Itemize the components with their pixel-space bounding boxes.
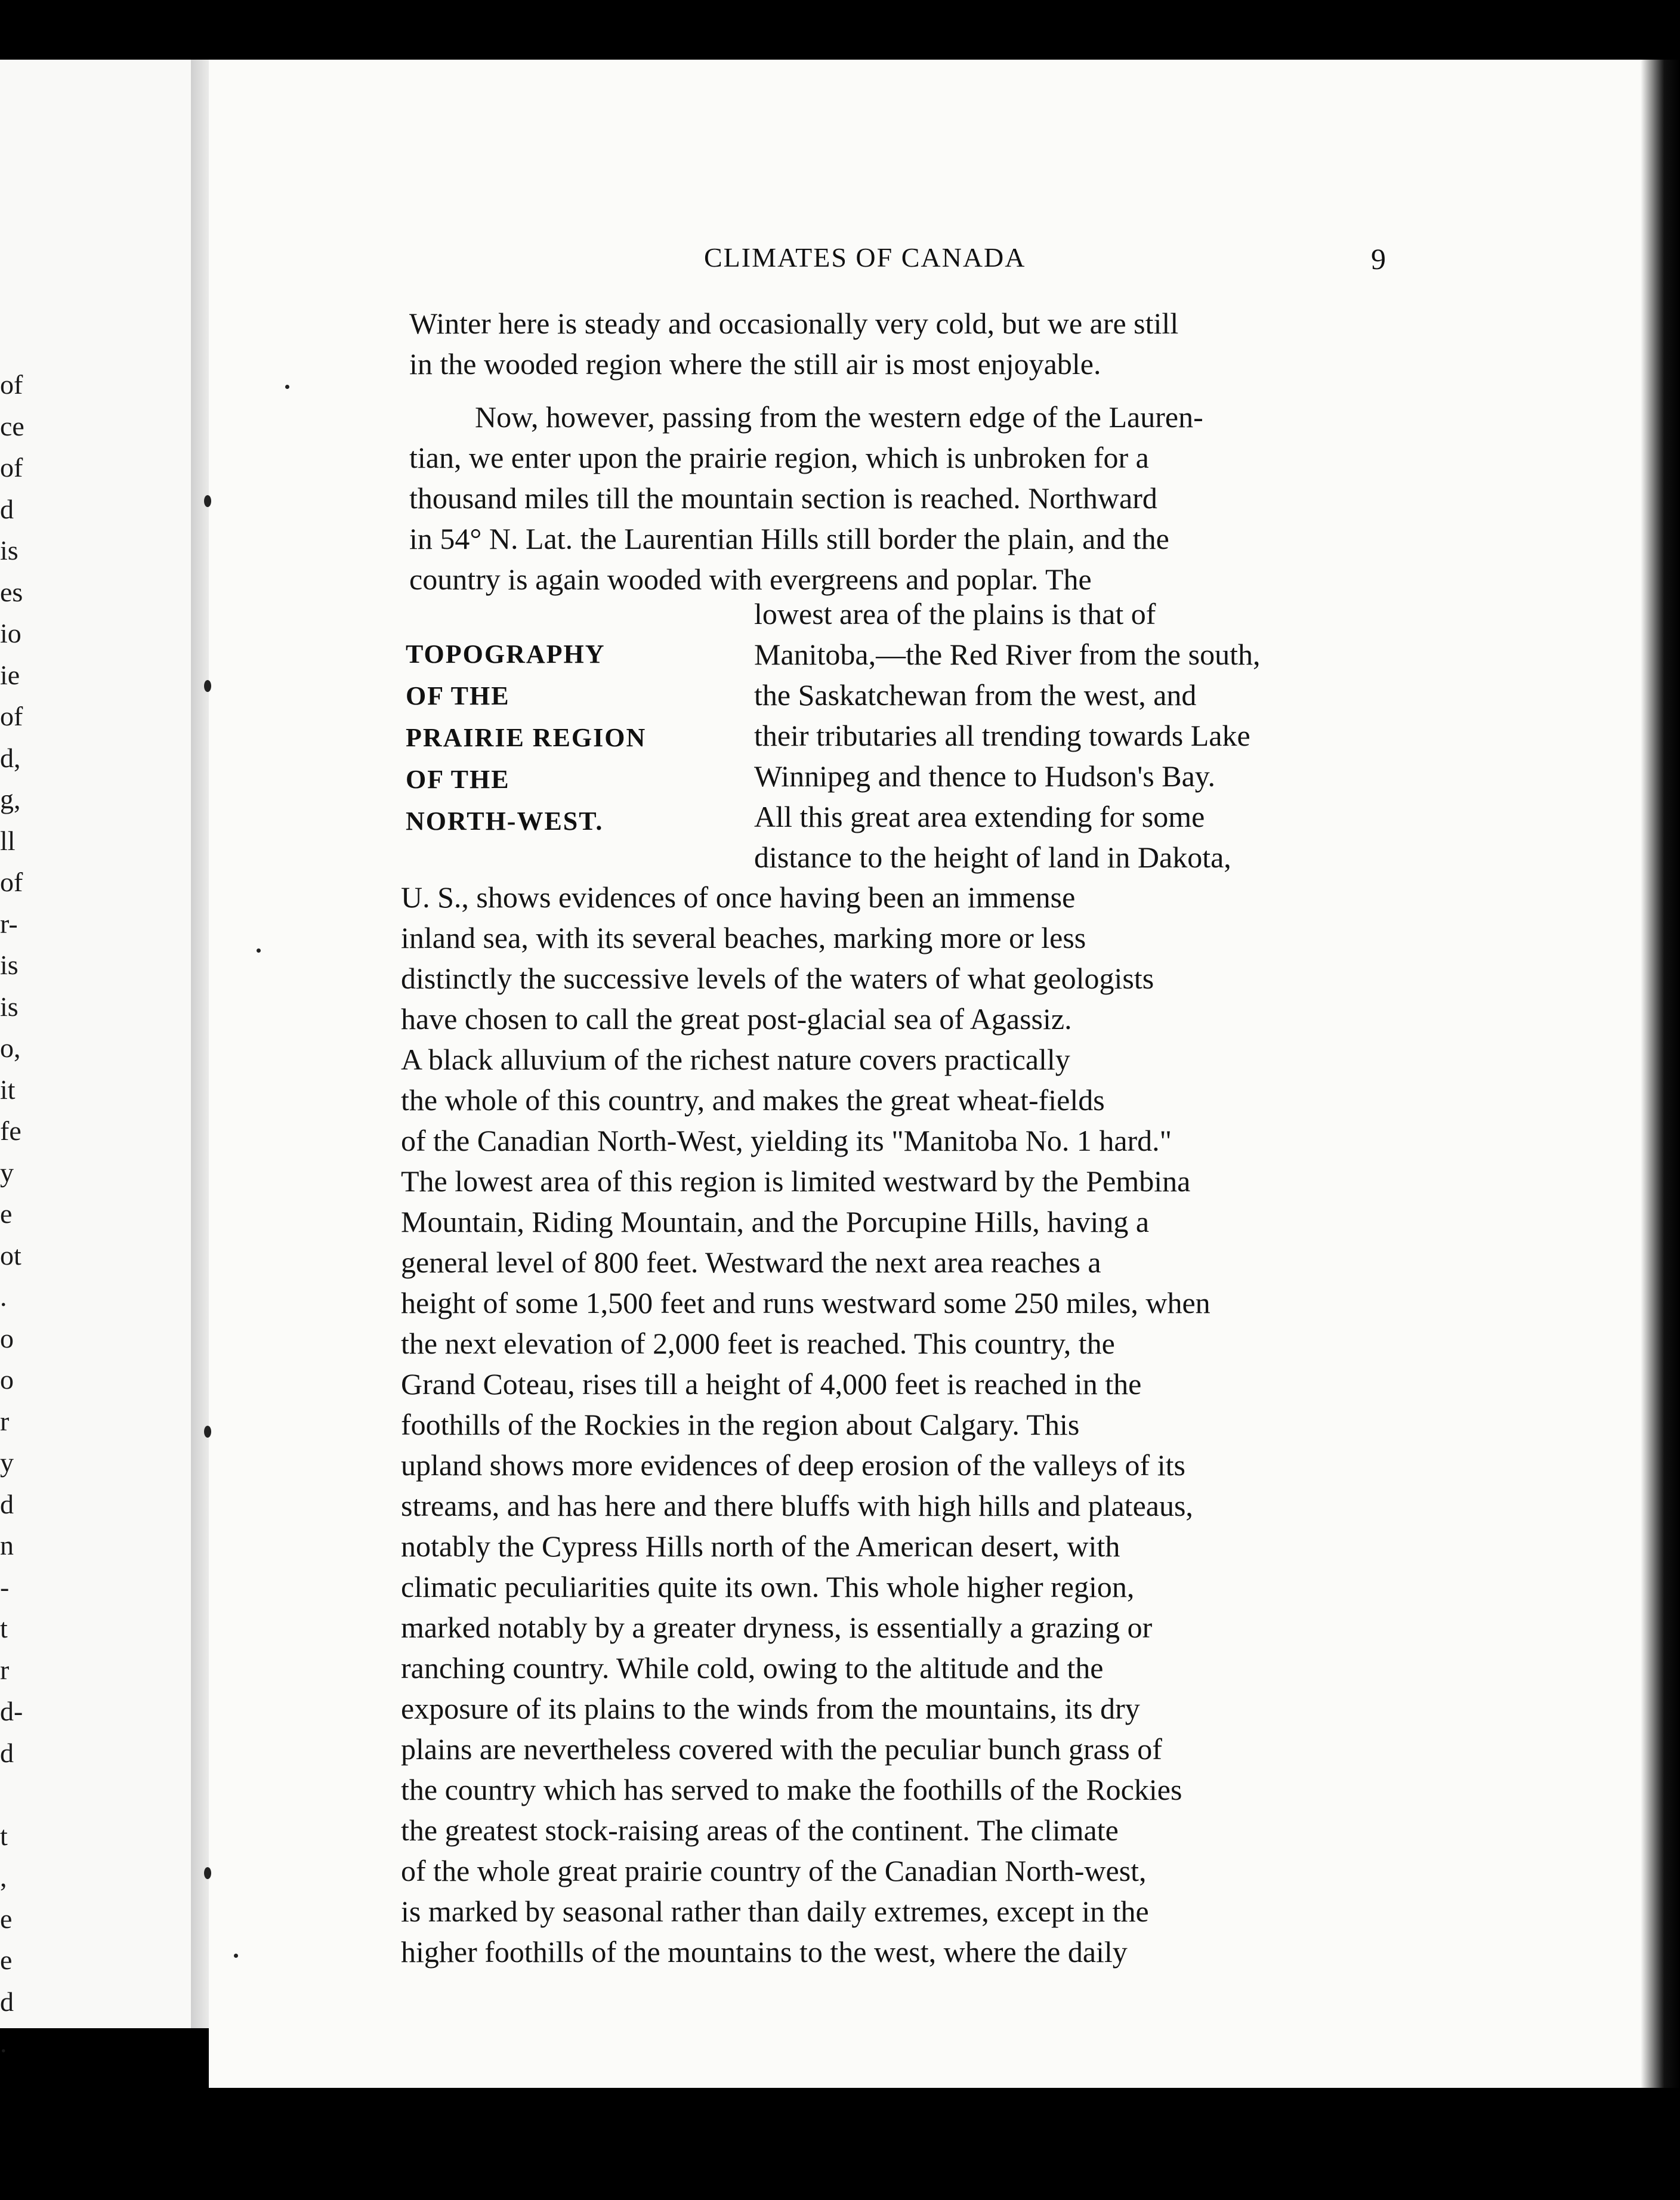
text-line: upland shows more evidences of deep erosion of the valleys of its	[401, 1448, 1185, 1482]
left-page-fragment: is	[0, 535, 18, 566]
left-page-fragment: ce	[0, 410, 24, 441]
left-page-fragment: e	[0, 1198, 13, 1229]
left-page-fragment: is	[0, 950, 18, 980]
text-line: foothills of the Rockies in the region about Calgary. This	[401, 1408, 1080, 1441]
text-line: Grand Coteau, rises till a height of 4,000 feet is reached in the	[401, 1367, 1142, 1401]
text-line: Winter here is steady and occasionally very cold, but we are still	[409, 307, 1179, 340]
left-page-fragment: d	[0, 1986, 14, 2017]
left-page-fragment: d	[0, 1488, 14, 1519]
sidenote-line: PRAIRIE REGION	[406, 723, 647, 752]
text-line: ranching country. While cold, owing to the altitude and the	[401, 1651, 1104, 1685]
text-line: in 54° N. Lat. the Laurentian Hills still border the plain, and the	[409, 522, 1169, 555]
left-page-fragment: ie	[0, 659, 20, 690]
text-line: The lowest area of this region is limited westward by the Pembina	[401, 1164, 1191, 1198]
left-page-fragment: t	[0, 1820, 8, 1851]
margin-sidenote	[406, 634, 646, 842]
paragraph-2-beside-sidenote	[754, 594, 1388, 877]
text-line: country is again wooded with evergreens and poplar. The	[409, 563, 1092, 596]
left-page-fragment: e	[0, 1903, 13, 1934]
left-page-fragment: d-	[0, 1696, 23, 1726]
left-page-fragment: d	[0, 493, 14, 524]
left-page-fragment: .	[0, 1281, 7, 1312]
left-page-fragment: o,	[0, 1033, 21, 1063]
left-page-text-fragments	[0, 364, 36, 2064]
text-line: Winnipeg and thence to Hudson's Bay.	[754, 759, 1216, 793]
left-page-fragment: of	[0, 867, 23, 897]
text-line: A black alluvium of the richest nature covers practically	[401, 1043, 1070, 1076]
text-line: the greatest stock-raising areas of the continent. The climate	[401, 1813, 1119, 1847]
text-line: thousand miles till the mountain section is reached. Northward	[409, 481, 1157, 515]
left-page-fragment: y	[0, 1447, 14, 1478]
left-page-fragment: of	[0, 369, 23, 400]
left-page-fragment: r	[0, 1654, 10, 1685]
page-edge-shadow	[1641, 60, 1680, 2088]
text-line: of the whole great prairie country of the Canadian North-west,	[401, 1854, 1147, 1887]
left-page-fragment: of	[0, 452, 23, 483]
left-page-edge	[0, 60, 191, 2058]
text-line: Mountain, Riding Mountain, and the Porcupine Hills, having a	[401, 1205, 1150, 1238]
left-page-fragment: r-	[0, 908, 18, 939]
left-page-fragment: it	[0, 1074, 16, 1105]
sidenote-line: OF THE	[406, 765, 510, 794]
left-page-fragment: -	[0, 1571, 10, 1602]
text-line: is marked by seasonal rather than daily extremes, except in the	[401, 1895, 1149, 1928]
left-page-fragment: ,	[0, 1862, 7, 1892]
text-line: inland sea, with its several beaches, marking more or less	[401, 921, 1086, 954]
left-page-fragment: ot	[0, 1240, 21, 1271]
text-line: exposure of its plains to the winds from the mountains, its dry	[401, 1692, 1140, 1725]
scan-speck	[285, 385, 289, 389]
binding-mark	[204, 680, 211, 692]
scan-speck	[257, 948, 261, 953]
left-page-fragment: es	[0, 576, 23, 607]
text-line: climatic peculiarities quite its own. This whole higher region,	[401, 1570, 1135, 1603]
text-line: marked notably by a greater dryness, is essentially a grazing or	[401, 1611, 1153, 1644]
text-line: streams, and has here and there bluffs with high hills and plateaus,	[401, 1489, 1193, 1522]
running-head: CLIMATES OF CANADA	[704, 242, 1026, 273]
text-line: All this great area extending for some	[754, 800, 1205, 833]
binding-mark	[204, 495, 211, 507]
left-page-fragment: of	[0, 701, 23, 731]
text-line: height of some 1,500 feet and runs westward some 250 miles, when	[401, 1286, 1210, 1320]
text-line: their tributaries all trending towards Lake	[754, 719, 1250, 752]
sidenote-line: TOPOGRAPHY	[406, 639, 606, 669]
paragraph-1	[409, 303, 1388, 384]
text-line: the next elevation of 2,000 feet is reached. This country, the	[401, 1327, 1115, 1360]
left-page-fragment: e	[0, 1945, 13, 1975]
sidenote-line: NORTH-WEST.	[406, 807, 604, 836]
text-line: Now, however, passing from the western edge of the Lauren-	[475, 400, 1203, 434]
left-page-fragment: d	[0, 1737, 14, 1768]
text-line: U. S., shows evidences of once having been an immense	[401, 880, 1076, 914]
left-page-fragment: y	[0, 1157, 14, 1188]
left-page-fragment: .	[0, 2028, 7, 2058]
left-page-fragment: is	[0, 991, 18, 1022]
text-line: plains are nevertheless covered with the peculiar bunch grass of	[401, 1732, 1162, 1766]
text-line: have chosen to call the great post-glacial sea of Agassiz.	[401, 1002, 1072, 1036]
text-line: of the Canadian North-West, yielding its "Manitoba No. 1 hard."	[401, 1124, 1172, 1157]
paragraph-2-top	[409, 397, 1388, 600]
left-page-fragment: io	[0, 618, 21, 648]
text-line: in the wooded region where the still air is most enjoyable.	[409, 347, 1101, 381]
scan-speck	[234, 1954, 238, 1958]
paragraph-2-rest	[401, 877, 1391, 1972]
text-line: general level of 800 feet. Westward the next area reaches a	[401, 1246, 1101, 1279]
left-page-fragment: g,	[0, 784, 21, 814]
page-number: 9	[1371, 242, 1386, 276]
text-line: tian, we enter upon the prairie region, which is unbroken for a	[409, 441, 1149, 474]
text-line: distinctly the successive levels of the waters of what geologists	[401, 962, 1154, 995]
sidenote-line: OF THE	[406, 681, 510, 710]
binding-mark	[204, 1867, 211, 1879]
left-page-fragment: r	[0, 1405, 10, 1436]
left-page-fragment	[0, 1773, 36, 1815]
left-page-fragment: ll	[0, 825, 16, 856]
left-page-fragment: n	[0, 1530, 14, 1561]
binding-mark	[204, 1426, 211, 1438]
left-page-fragment: fe	[0, 1116, 21, 1146]
text-line: the whole of this country, and makes the great wheat-fields	[401, 1083, 1105, 1117]
text-line: the Saskatchewan from the west, and	[754, 678, 1197, 712]
text-line: lowest area of the plains is that of	[754, 597, 1156, 631]
text-line: notably the Cypress Hills north of the American desert, with	[401, 1530, 1120, 1563]
left-page-fragment: t	[0, 1613, 8, 1643]
text-line: the country which has served to make the foothills of the Rockies	[401, 1773, 1182, 1806]
left-page-fragment: o	[0, 1323, 14, 1354]
text-line: higher foothills of the mountains to the west, where the daily	[401, 1935, 1128, 1969]
text-line: Manitoba,—the Red River from the south,	[754, 638, 1261, 671]
left-page-fragment: d,	[0, 742, 21, 773]
text-line: distance to the height of land in Dakota,	[754, 841, 1231, 874]
left-page-fragment: o	[0, 1364, 14, 1395]
